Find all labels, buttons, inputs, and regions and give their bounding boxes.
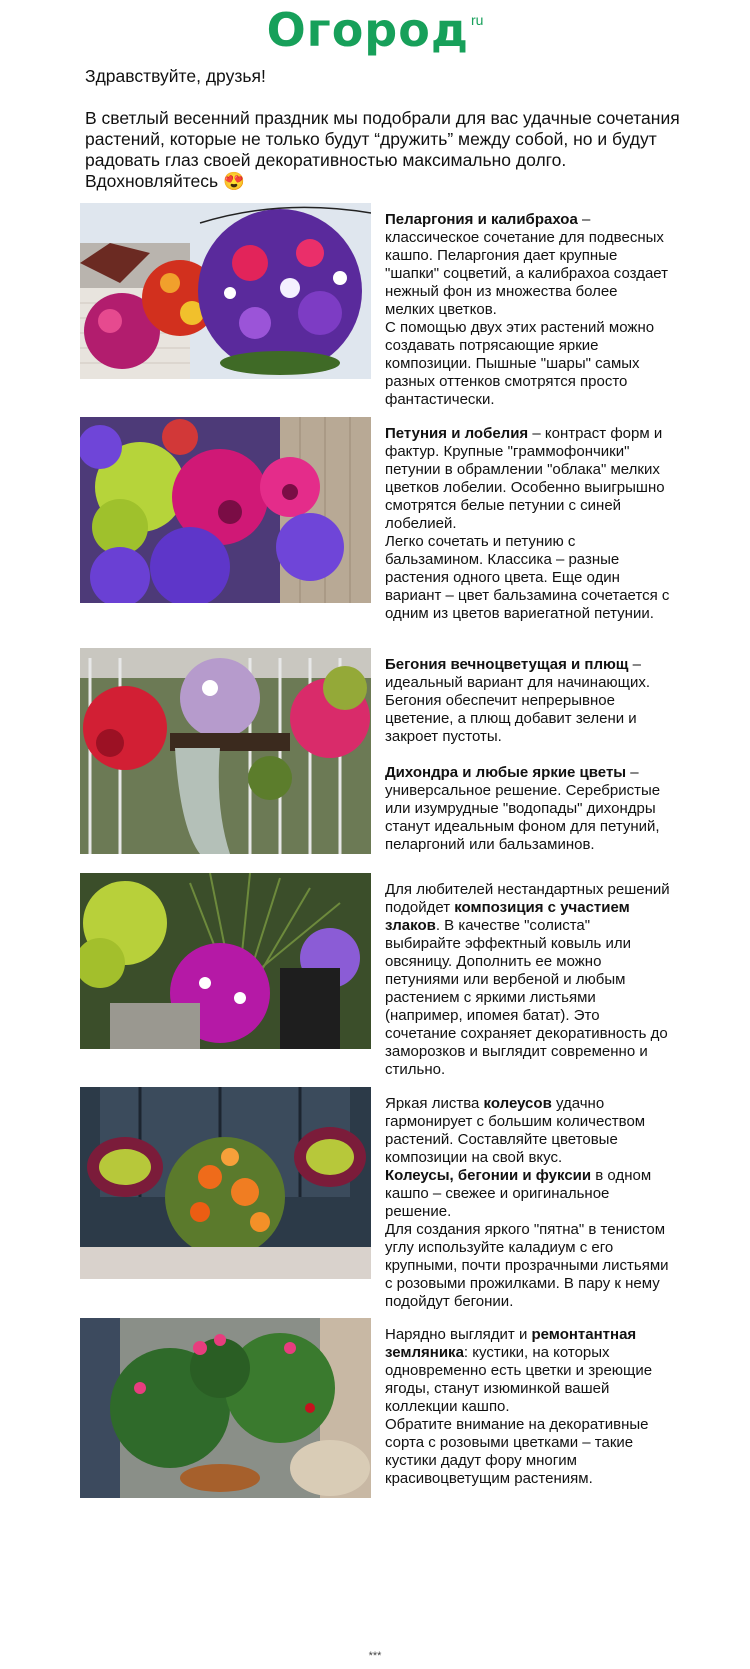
paragraph-1: Для любителей нестандартных решений подойдет композиция с участием злаков. В качестве "солиста" выбирайте эффектный ковыль или овсяницу. Дополнить ее можно петуниями или вербеной и любым растением с яркими листьями (например, ипомея батат). Это сочетание сохраняет декоративность до заморозков и выглядит современно и стильно. (385, 881, 670, 1078)
paragraph-2: Обратите внимание на декоративные сорта с розовыми цветками – такие кустики дадут фору многим красивоцветущим растениям. (385, 1416, 649, 1487)
section-grasses (80, 873, 700, 1078)
section-pelargonium (80, 203, 700, 408)
begonia-dichondra-photo[interactable] (80, 648, 371, 854)
intro-text: В светлый весенний праздник мы подобрали для вас удачные сочетания растений, которые не только будут “дружить” между собой, но и будут радовать глаз своей декоративностью максимально долго. (85, 108, 680, 170)
brand-name: Огород (266, 3, 469, 57)
paragraph-3: Для создания яркого "пятна" в тенистом углу используйте каладиум с его крупными, почти прозрачными листьями с розовыми прожилками. В пару к нему подойдут бегонии. (385, 1221, 669, 1310)
plant-combo-title: композиция с участием злаков (385, 899, 630, 934)
strawberry-photo[interactable] (80, 1318, 371, 1498)
paragraph-2: Легко сочетать и петунию с бальзамином. Классика – разные растения одного цвета. Еще один вариант – цвет бальзамина сочетается с одним из цветов вариегатной петунии. (385, 533, 670, 622)
section-text (385, 881, 670, 1079)
intro-closing: Вдохновляйтесь 😍 (85, 171, 245, 191)
plant-combo-title: ремонтантная земляника (385, 1326, 637, 1361)
paragraph-1: Яркая листва колеусов удачно гармонирует с большим количеством растений. Составляйте цветовые композиции на свой вкус. (385, 1095, 646, 1166)
paragraph-2: С помощью двух этих растений можно создавать потрясающие яркие композиции. Пышные "шары" самых разных оттенков смотрятся просто фантастически. (385, 319, 655, 408)
section-begonia (80, 648, 700, 863)
greeting: Здравствуйте, друзья! (85, 66, 266, 86)
plant-combo-title: Дихондра и любые яркие цветы (385, 764, 627, 781)
paragraph-1: Петуния и лобелия – контраст форм и фактур. Крупные "граммофончики" петунии в обрамлении "облака" мелких цветков лобелии. Особенно выигрышно смотрятся белые петунии с синей лобелией. (385, 425, 665, 532)
paragraph-2: Колеусы, бегонии и фуксии в одном кашпо – свежее и оригинальное решение. (385, 1167, 652, 1220)
section-coleus (80, 1087, 700, 1310)
section-text (385, 425, 670, 623)
paragraph-1: Пеларгония и калибрахоа – классическое сочетание для подвесных кашпо. Пеларгония дает крупные "шапки" соцветий, а калибрахоа создает нежный фон из множества более мелких цветков. (385, 211, 669, 318)
plant-combo-title: Колеусы, бегонии и фуксии (385, 1167, 592, 1184)
paragraph-1: Бегония вечноцветущая и плющ – идеальный вариант для начинающих. Бегония обеспечит непрерывное цветение, а плющ добавит зелени и закроет пустоты. (385, 656, 651, 745)
section-petunia (80, 417, 700, 637)
hanging-basket-photo[interactable] (80, 203, 371, 379)
footer-separator: *** (368, 1650, 382, 1662)
plant-combo-title: Бегония вечноцветущая и плющ (385, 656, 629, 673)
section-strawberry (80, 1318, 700, 1518)
brand-suffix: ru (470, 12, 484, 28)
brand-logo[interactable] (0, 4, 750, 56)
plant-combo-title: Петуния и лобелия (385, 425, 529, 442)
grass-composition-photo[interactable] (80, 873, 371, 1049)
plant-combo-title: Пеларгония и калибрахоа (385, 211, 578, 228)
intro-block (85, 66, 685, 192)
section-text (385, 1326, 670, 1488)
paragraph-1: Нарядно выглядит и ремонтантная земляника: кустики, на которых одновременно есть цветки и зреющие ягоды, станут изюминкой вашей коллекции кашпо. (385, 1326, 653, 1415)
paragraph-2: Дихондра и любые яркие цветы – универсальное решение. Серебристые или изумрудные "водопады" дихондры станут идеальным фоном для петуний, пеларгоний или бальзаминов. (385, 764, 661, 853)
section-text (385, 1095, 670, 1311)
section-text (385, 211, 670, 409)
plant-combo-title: колеусов (483, 1095, 552, 1112)
section-text (385, 656, 670, 854)
coleus-photo[interactable] (80, 1087, 371, 1279)
petunia-lobelia-photo[interactable] (80, 417, 371, 603)
